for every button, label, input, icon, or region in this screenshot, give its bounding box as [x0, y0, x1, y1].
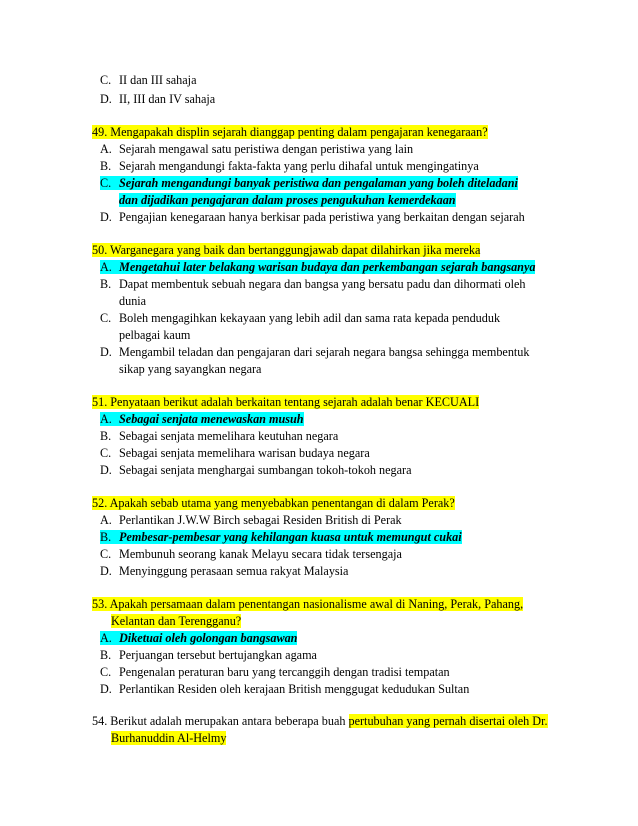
q53-option-b [100, 647, 317, 664]
option-letter: C. [100, 547, 112, 561]
option-text: Perlantikan Residen oleh kerajaan British menggugat kedudukan Sultan [119, 682, 470, 696]
q50-option-d-cont [119, 361, 261, 378]
option-letter: D. [100, 210, 112, 224]
option-text: Mengambil teladan dan pengajaran dari sejarah negara bangsa sehingga membentuk [119, 345, 530, 359]
question-50 [92, 242, 480, 259]
option-letter: C. [100, 665, 112, 679]
option-text: Membunuh seorang kanak Melayu secara tidak tersengaja [119, 547, 402, 561]
option-text: Pengenalan peraturan baru yang tercanggih dengan tradisi tempatan [119, 665, 450, 679]
q49-option-c-answer-cont [119, 192, 456, 209]
option-text: II, III dan IV sahaja [119, 92, 216, 106]
option-letter: B. [100, 530, 112, 544]
option-text: Pembesar-pembesar yang kehilangan kuasa untuk memungut cukai [119, 530, 462, 544]
option-text: Dapat membentuk sebuah negara dan bangsa yang bersatu padu dan dihormati oleh [119, 277, 526, 291]
option-text: Mengetahui later belakang warisan budaya dan perkembangan sejarah bangsanya [119, 260, 536, 274]
option-d [100, 91, 215, 108]
option-letter: A. [100, 513, 112, 527]
question-53-cont [111, 613, 241, 630]
q50-option-b [100, 276, 525, 293]
option-c [100, 72, 196, 89]
question-49 [92, 124, 488, 141]
q53-option-c [100, 664, 450, 681]
question-54 [92, 713, 548, 730]
q52-option-c [100, 546, 402, 563]
option-text: Pengajian kenegaraan hanya berkisar pada peristiwa yang berkaitan dengan sejarah [119, 210, 525, 224]
q51-option-d [100, 462, 412, 479]
option-text: Sebagai senjata memelihara keutuhan negara [119, 429, 339, 443]
question-text-highlight: pertubuhan yang pernah disertai oleh Dr. [348, 714, 548, 728]
q53-option-a-answer [100, 630, 297, 647]
option-text: Perjuangan tersebut bertujangkan agama [119, 648, 317, 662]
question-text: 52. Apakah sebab utama yang menyebabkan penentangan di dalam Perak? [92, 496, 455, 510]
q52-option-a [100, 512, 402, 529]
question-text: 50. Warganegara yang baik dan bertanggungjawab dapat dilahirkan jika mereka [92, 243, 481, 257]
question-text: 54. Berikut adalah merupakan antara beberapa buah [92, 714, 349, 728]
q51-option-c [100, 445, 370, 462]
question-text: Kelantan dan Terengganu? [111, 614, 242, 628]
option-text: Sebagai senjata memelihara warisan budaya negara [119, 446, 370, 460]
option-letter: D. [100, 92, 112, 106]
q52-option-d [100, 563, 348, 580]
q50-option-c [100, 310, 500, 327]
q49-option-a [100, 141, 413, 158]
option-text: sikap yang sayangkan negara [119, 362, 262, 376]
option-letter: B. [100, 159, 112, 173]
option-letter: B. [100, 648, 112, 662]
option-text: Perlantikan J.W.W Birch sebagai Residen British di Perak [119, 513, 402, 527]
question-53 [92, 596, 523, 613]
q50-option-c-cont [119, 327, 190, 344]
q50-option-d [100, 344, 530, 361]
option-letter: C. [100, 176, 112, 190]
option-text: pelbagai kaum [119, 328, 191, 342]
q51-option-a-answer [100, 411, 304, 428]
option-text: Diketuai oleh golongan bangsawan [119, 631, 298, 645]
option-letter: A. [100, 260, 112, 274]
option-text: Sejarah mengawal satu peristiwa dengan peristiwa yang lain [119, 142, 414, 156]
option-letter: D. [100, 564, 112, 578]
question-54-cont [111, 730, 226, 747]
q53-option-d [100, 681, 469, 698]
option-letter: A. [100, 142, 112, 156]
option-letter: D. [100, 682, 112, 696]
option-text: dan dijadikan pengajaran dalam proses pengukuhan kemerdekaan [119, 193, 456, 207]
q52-option-b-answer [100, 529, 462, 546]
option-text: Sejarah mengandungi banyak peristiwa dan pengalaman yang boleh diteladani [119, 176, 518, 190]
option-letter: B. [100, 429, 112, 443]
option-text: Sejarah mengandungi fakta-fakta yang perlu dihafal untuk mengingatinya [119, 159, 479, 173]
option-letter: C. [100, 446, 112, 460]
option-text: II dan III sahaja [119, 73, 197, 87]
question-text: 51. Penyataan berikut adalah berkaitan tentang sejarah adalah benar KECUALI [92, 395, 480, 409]
q51-option-b [100, 428, 338, 445]
question-text-highlight: Burhanuddin Al-Helmy [111, 731, 227, 745]
option-letter: D. [100, 345, 112, 359]
option-text: Sebagai senjata menewaskan musuh [119, 412, 304, 426]
option-text: Sebagai senjata menghargai sumbangan tokoh-tokoh negara [119, 463, 412, 477]
question-text: 53. Apakah persamaan dalam penentangan nasionalisme awal di Naning, Perak, Pahang, [92, 597, 524, 611]
option-letter: C. [100, 73, 112, 87]
option-letter: A. [100, 412, 112, 426]
question-52 [92, 495, 455, 512]
option-letter: D. [100, 463, 112, 477]
q49-option-d [100, 209, 525, 226]
option-letter: A. [100, 631, 112, 645]
option-letter: B. [100, 277, 112, 291]
q49-option-c-answer [100, 175, 518, 192]
option-text: dunia [119, 294, 147, 308]
q49-option-b [100, 158, 479, 175]
question-text: 49. Mengapakah displin sejarah dianggap penting dalam pengajaran kenegaraan? [92, 125, 488, 139]
q50-option-a-answer [100, 259, 535, 276]
option-letter: C. [100, 311, 112, 325]
option-text: Menyinggung perasaan semua rakyat Malaysia [119, 564, 349, 578]
q50-option-b-cont [119, 293, 146, 310]
option-text: Boleh mengagihkan kekayaan yang lebih adil dan sama rata kepada penduduk [119, 311, 501, 325]
question-51 [92, 394, 479, 411]
